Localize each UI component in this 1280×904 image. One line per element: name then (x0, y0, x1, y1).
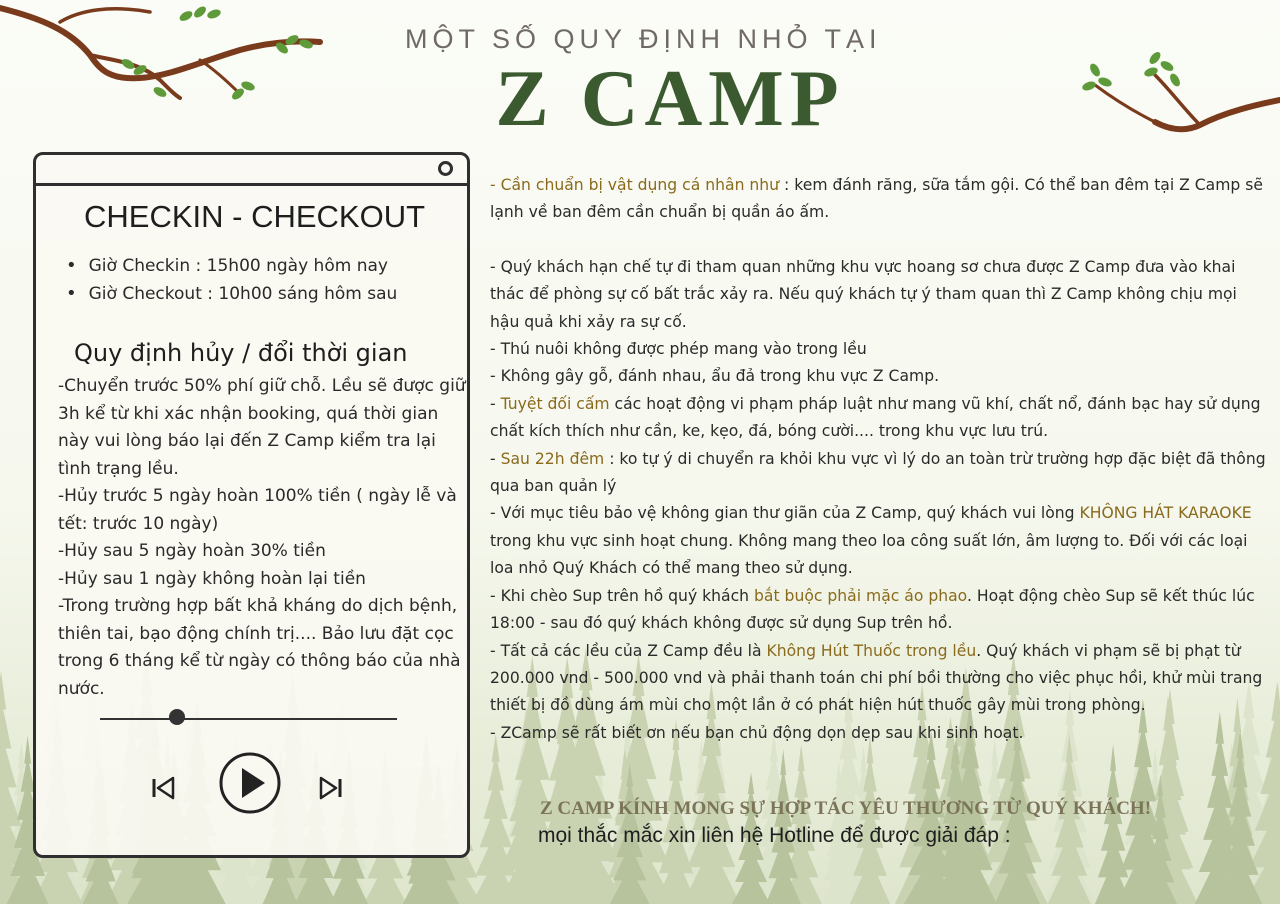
card-window-circle-icon (438, 161, 453, 176)
pine-tree (1095, 744, 1132, 904)
branch-right-decoration (1075, 40, 1280, 140)
previous-icon (148, 773, 178, 803)
rule-highlight: KHÔNG HÁT KARAOKE (1079, 504, 1252, 523)
policy-line: -Hủy sau 1 ngày không hoàn lại tiền (58, 568, 366, 589)
progress-track (100, 718, 397, 720)
next-icon (316, 773, 346, 803)
list-item: • Giờ Checkout : 10h00 sáng hôm sau (66, 280, 397, 308)
policy-line: -Chuyển trước 50% phí giữ chỗ. Lều sẽ được giữ 3h kể từ khi xác nhận booking, quá thời gian này vui lòng báo lại đến Z Camp kiểm tra lại tình trạng lều. (58, 376, 466, 479)
progress-thumb (169, 709, 185, 725)
checkin-value: 15h00 ngày hôm nay (206, 256, 388, 276)
checkin-heading: CHECKIN - CHECKOUT (84, 199, 426, 234)
page-subtitle: MỘT SỐ QUY ĐỊNH NHỎ TẠI (405, 24, 882, 54)
rule-item: - Không gây gỗ, đánh nhau, ẩu đả trong khu vực Z Camp. (490, 367, 940, 386)
card-title-bar (36, 183, 467, 186)
policy-heading: Quy định hủy / đổi thời gian (74, 339, 408, 367)
rule-item: - Với mục tiêu bảo vệ không gian thư giãn của Z Camp, quý khách vui lòng KHÔNG HÁT KARAOKE trong khu vực sinh hoạt chung. Không mang theo loa công suất lớn, âm lượng to. Đối với các loại loa nhỏ Quý Khách có thể mang theo sử dụng. (490, 504, 1252, 578)
rule-item: - Tuyệt đối cấm các hoạt động vi phạm pháp luật như mang vũ khí, chất nổ, đánh bạc hay sử dụng chất kích thích như cần, ke, kẹo, đá, bóng cười.... trong khu vực lưu trú. (490, 394, 1261, 441)
closing-message: Z CAMP KÍNH MONG SỰ HỢP TÁC YÊU THƯƠNG TỪ QUÝ KHÁCH! (540, 798, 1152, 819)
rule-highlight: bắt buộc phải mặc áo phao (754, 586, 967, 605)
rule-item: - Sau 22h đêm : ko tự ý di chuyển ra khỏi khu vực vì lý do an toàn trừ trường hợp đặc biệt đã thông qua ban quản lý (490, 449, 1266, 496)
play-icon (218, 751, 282, 815)
policy-line: -Hủy sau 5 ngày hoàn 30% tiền (58, 541, 326, 561)
rule-highlight: - Cần chuẩn bị vật dụng cá nhân như (490, 176, 780, 194)
rule-highlight: Tuyệt đối cấm (500, 394, 610, 413)
policy-line: -Hủy trước 5 ngày hoàn 100% tiền ( ngày lễ và tết: trước 10 ngày) (58, 486, 457, 534)
checkin-card (33, 152, 470, 858)
checkin-label: Giờ Checkin (88, 256, 191, 276)
rules-list (490, 172, 1268, 747)
checkout-label: Giờ Checkout (88, 284, 202, 304)
rule-item: - Cần chuẩn bị vật dụng cá nhân như : kem đánh răng, sữa tắm gội. Có thể ban đêm tại Z Camp sẽ lạnh về ban đêm cần chuẩn bị quần áo ấm. (490, 176, 1263, 222)
hotline-text: mọi thắc mắc xin liên hệ Hotline để được giải đáp : (538, 824, 1011, 847)
rule-item: - Thú nuôi không được phép mang vào trong lều (490, 340, 867, 359)
list-item: • Giờ Checkin : 15h00 ngày hôm nay (66, 252, 397, 280)
checkin-times-list (66, 252, 397, 308)
branch-left-decoration (0, 0, 330, 110)
rule-highlight: Không Hút Thuốc trong lều (766, 641, 977, 660)
rule-item: - Tất cả các lều của Z Camp đều là Không Hút Thuốc trong lều. Quý khách vi phạm sẽ bị phạt từ 200.000 vnd - 500.000 vnd và phải thanh toán chi phí bồi thường cho việc phục hồi, khử mùi trang thiết bị đồ dùng ám mùi cho một lần ở có phát hiện hút thuốc gây mùi trong phòng. (490, 641, 1263, 715)
rule-item: - ZCamp sẽ rất biết ơn nếu bạn chủ động dọn dẹp sau khi sinh hoạt. (490, 723, 1024, 742)
page-title: Z CAMP (495, 55, 845, 143)
policy-text (58, 373, 468, 703)
rule-item: - Khi chèo Sup trên hồ quý khách bắt buộc phải mặc áo phao. Hoạt động chèo Sup sẽ kết thúc lúc 18:00 - sau đó quý khách không được sử dụng Sup trên hồ. (490, 586, 1255, 633)
policy-line: -Trong trường hợp bất khả kháng do dịch bệnh, thiên tai, bạo động chính trị.... Bảo lưu đặt cọc trong 6 tháng kể từ ngày có thông báo của nhà nước. (58, 596, 461, 699)
checkout-value: 10h00 sáng hôm sau (218, 284, 398, 304)
rule-highlight: Sau 22h đêm (500, 449, 605, 468)
rule-item: - Quý khách hạn chế tự đi tham quan những khu vực hoang sơ chưa được Z Camp đưa vào khai thác để phòng sự cố bất trắc xảy ra. Nếu quý khách tự ý tham quan thì Z Camp không chịu mọi hậu quả khi xảy ra sự cố. (490, 257, 1237, 331)
